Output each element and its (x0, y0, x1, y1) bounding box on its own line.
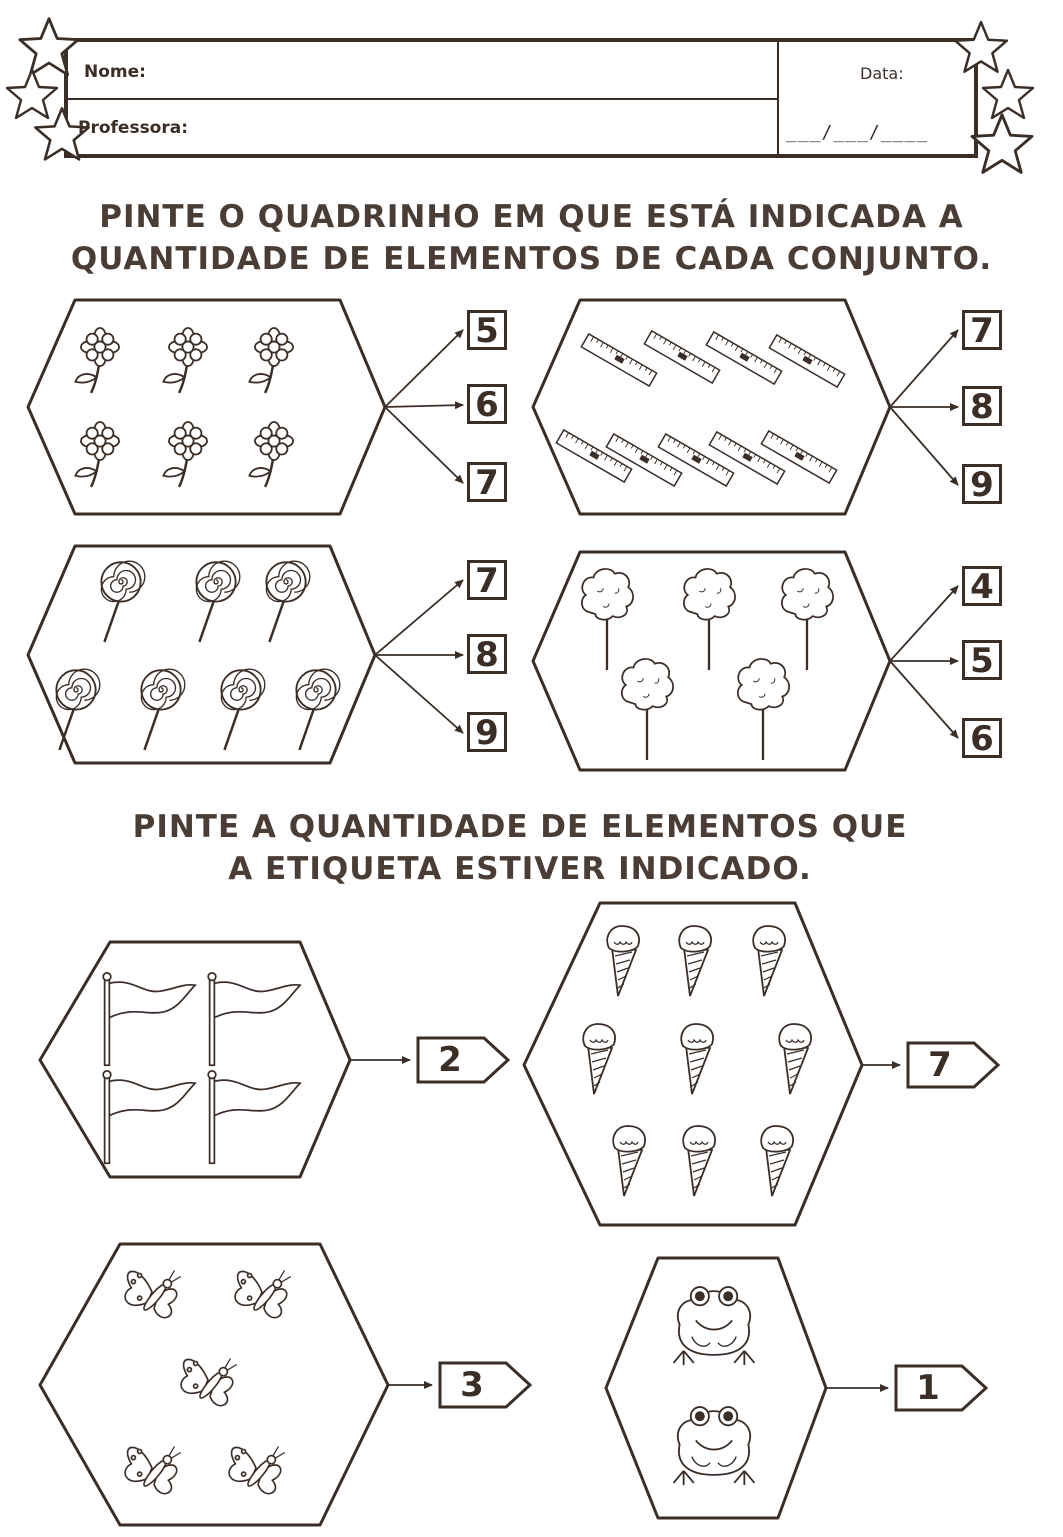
set-trees (533, 552, 890, 770)
set-3-arrows (375, 580, 463, 733)
set-lollipops (28, 546, 375, 763)
set-rulers (533, 300, 890, 514)
set-1-option-box[interactable]: 6 (467, 384, 507, 424)
set-1-option-box[interactable]: 5 (467, 310, 507, 350)
set-4-option-box[interactable]: 6 (962, 718, 1002, 758)
set-4-arrows (890, 586, 958, 738)
set-butterflies (40, 1244, 388, 1525)
teacher-label: Professora: (78, 118, 189, 138)
section2-instruction-line2: A ETIQUETA ESTIVER INDICADO. (228, 851, 812, 887)
section1-instruction-line2: QUANTIDADE DE ELEMENTOS DE CADA CONJUNTO. (70, 241, 993, 277)
set-2-option-box[interactable]: 9 (962, 464, 1002, 504)
date-label: Data: (860, 64, 904, 83)
section2-instruction-line1: PINTE A QUANTIDADE DE ELEMENTOS QUE (132, 809, 908, 845)
set-flags (40, 942, 350, 1177)
set-1-option-box[interactable]: 7 (467, 462, 507, 502)
tag-number: 7 (928, 1045, 952, 1085)
set-2-option-box[interactable]: 7 (962, 310, 1002, 350)
set-frogs (606, 1258, 826, 1518)
tag-number: 3 (460, 1365, 484, 1405)
section1-instruction-line1: PINTE O QUADRINHO EM QUE ESTÁ INDICADA A (99, 199, 964, 235)
set-4-option-box[interactable]: 4 (962, 566, 1002, 606)
set-3-option-box[interactable]: 9 (467, 712, 507, 752)
tag-number: 1 (916, 1368, 940, 1408)
teacher-field[interactable] (200, 106, 760, 146)
set-4-option-box[interactable]: 5 (962, 640, 1002, 680)
name-field[interactable] (160, 52, 760, 92)
set-1-arrows (385, 330, 463, 483)
set-flowers (28, 300, 385, 514)
set-ice-creams (524, 903, 862, 1225)
set-3-option-box[interactable]: 8 (467, 634, 507, 674)
set-2-option-box[interactable]: 8 (962, 386, 1002, 426)
set-3-option-box[interactable]: 7 (467, 560, 507, 600)
date-field[interactable]: ___/___/____ (786, 122, 929, 143)
tag-number: 2 (438, 1040, 462, 1080)
name-label: Nome: (84, 62, 146, 82)
set-2-arrows (890, 330, 958, 485)
